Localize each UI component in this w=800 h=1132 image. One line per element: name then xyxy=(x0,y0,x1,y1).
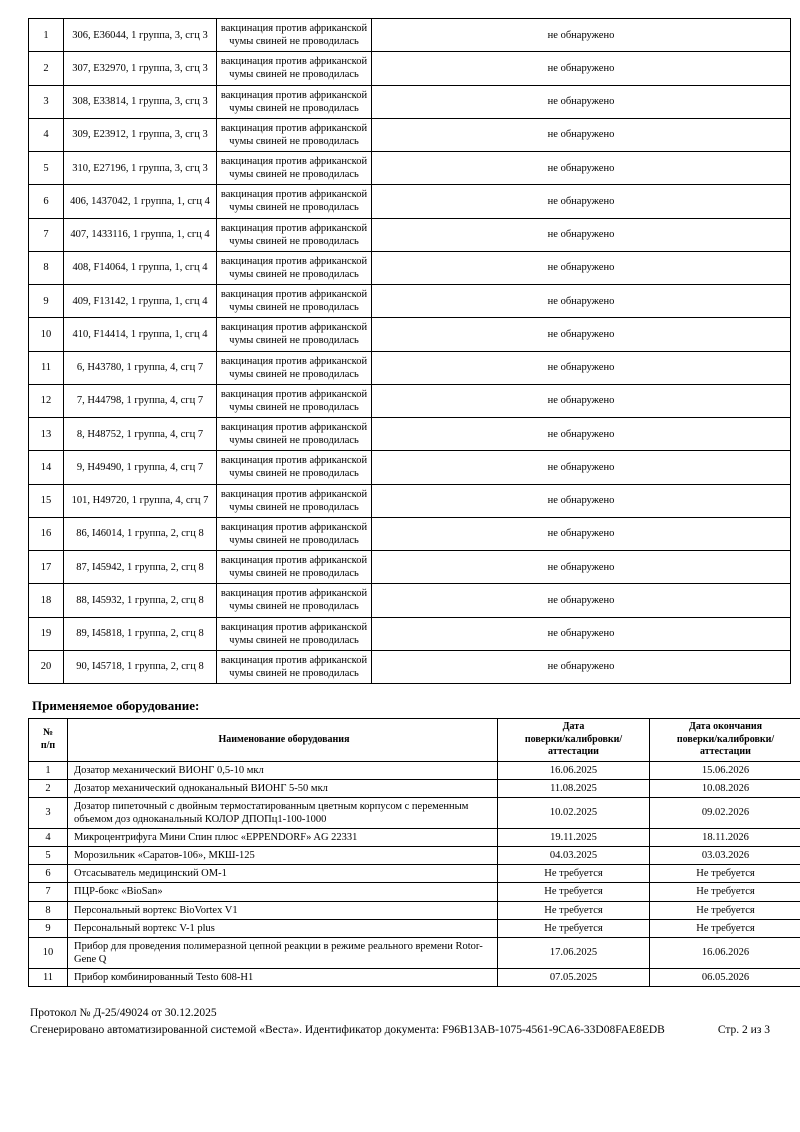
equipment-row-end-date: 15.06.2026 xyxy=(650,761,800,779)
row-number: 8 xyxy=(29,251,64,284)
row-vaccination: вакцинация против африканской чумы свиней не проводилась xyxy=(217,650,372,683)
samples-table xyxy=(28,18,791,684)
row-result: не обнаружено xyxy=(372,152,791,185)
equipment-row-date: Не требуется xyxy=(498,883,650,901)
table-row xyxy=(29,797,800,828)
row-number: 9 xyxy=(29,285,64,318)
row-number: 15 xyxy=(29,484,64,517)
generated-by-note: Сгенерировано автоматизированной системой «Веста». Идентификатор документа: F96B13AB-1075-4561-9CA6-33D08FAE8EDB xyxy=(30,1024,665,1037)
row-result: не обнаружено xyxy=(372,52,791,85)
row-number: 19 xyxy=(29,617,64,650)
equipment-row-number: 9 xyxy=(29,919,68,937)
equipment-row-date: Не требуется xyxy=(498,865,650,883)
row-vaccination: вакцинация против африканской чумы свиней не проводилась xyxy=(217,118,372,151)
row-number: 4 xyxy=(29,118,64,151)
equipment-row-name: Микроцентрифуга Мини Спин плюс «EPPENDORF» AG 22331 xyxy=(68,829,498,847)
equipment-row-number: 11 xyxy=(29,969,68,987)
equipment-header-end-line2: поверки/калибровки/аттестации xyxy=(676,733,775,757)
equipment-row-name: Прибор комбинированный Testo 608-H1 xyxy=(68,969,498,987)
equipment-row-name: Дозатор механический ВИОНГ 0,5-10 мкл xyxy=(68,761,498,779)
equipment-row-end-date: Не требуется xyxy=(650,883,800,901)
equipment-row-name: Дозатор пипеточный с двойным термостатированным цветным корпусом с переменным объемом доз одноканальный КОЛОР ДПОПц1-100-1000 xyxy=(68,797,498,828)
equipment-row-number: 10 xyxy=(29,937,68,968)
row-number: 6 xyxy=(29,185,64,218)
equipment-row-end-date: 06.05.2026 xyxy=(650,969,800,987)
table-row xyxy=(29,85,791,118)
row-sample: 7, H44798, 1 группа, 4, сгц 7 xyxy=(64,384,217,417)
table-row xyxy=(29,451,791,484)
page-footer xyxy=(28,1005,772,1040)
table-row xyxy=(29,384,791,417)
equipment-header-date-line2: поверки/калибровки/аттестации xyxy=(524,733,623,757)
table-row xyxy=(29,969,800,987)
row-number: 11 xyxy=(29,351,64,384)
row-vaccination: вакцинация против африканской чумы свиней не проводилась xyxy=(217,285,372,318)
equipment-row-name: ПЦР-бокс «BioSan» xyxy=(68,883,498,901)
row-vaccination: вакцинация против африканской чумы свиней не проводилась xyxy=(217,517,372,550)
table-row xyxy=(29,19,791,52)
row-sample: 308, E33814, 1 группа, 3, сгц 3 xyxy=(64,85,217,118)
equipment-row-end-date: 09.02.2026 xyxy=(650,797,800,828)
equipment-table-body xyxy=(29,761,800,987)
row-sample: 306, E36044, 1 группа, 3, сгц 3 xyxy=(64,19,217,52)
equipment-row-name: Прибор для проведения полимеразной цепной реакции в режиме реального времени Rotor-Gene Q xyxy=(68,937,498,968)
table-row xyxy=(29,484,791,517)
equipment-header-end-line1: Дата окончания xyxy=(688,721,763,732)
row-sample: 407, 1433116, 1 группа, 1, сгц 4 xyxy=(64,218,217,251)
row-result: не обнаружено xyxy=(372,318,791,351)
equipment-row-date: 16.06.2025 xyxy=(498,761,650,779)
row-result: не обнаружено xyxy=(372,19,791,52)
row-vaccination: вакцинация против африканской чумы свиней не проводилась xyxy=(217,85,372,118)
row-sample: 9, H49490, 1 группа, 4, сгц 7 xyxy=(64,451,217,484)
row-vaccination: вакцинация против африканской чумы свиней не проводилась xyxy=(217,185,372,218)
table-row xyxy=(29,251,791,284)
row-number: 5 xyxy=(29,152,64,185)
table-row xyxy=(29,829,800,847)
equipment-row-end-date: Не требуется xyxy=(650,919,800,937)
row-sample: 88, I45932, 1 группа, 2, сгц 8 xyxy=(64,584,217,617)
row-vaccination: вакцинация против африканской чумы свиней не проводилась xyxy=(217,484,372,517)
row-vaccination: вакцинация против африканской чумы свиней не проводилась xyxy=(217,418,372,451)
row-sample: 309, E23912, 1 группа, 3, сгц 3 xyxy=(64,118,217,151)
row-sample: 406, 1437042, 1 группа, 1, сгц 4 xyxy=(64,185,217,218)
row-vaccination: вакцинация против африканской чумы свиней не проводилась xyxy=(217,19,372,52)
row-vaccination: вакцинация против африканской чумы свиней не проводилась xyxy=(217,152,372,185)
row-result: не обнаружено xyxy=(372,551,791,584)
equipment-header-num xyxy=(29,719,68,762)
equipment-row-name: Персональный вортекс V-1 plus xyxy=(68,919,498,937)
row-sample: 310, E27196, 1 группа, 3, сгц 3 xyxy=(64,152,217,185)
equipment-row-number: 6 xyxy=(29,865,68,883)
row-vaccination: вакцинация против африканской чумы свиней не проводилась xyxy=(217,351,372,384)
row-result: не обнаружено xyxy=(372,85,791,118)
row-sample: 87, I45942, 1 группа, 2, сгц 8 xyxy=(64,551,217,584)
row-number: 18 xyxy=(29,584,64,617)
row-result: не обнаружено xyxy=(372,418,791,451)
table-row xyxy=(29,551,791,584)
equipment-row-date: Не требуется xyxy=(498,919,650,937)
equipment-header-date-line1: Дата xyxy=(562,721,585,732)
table-row xyxy=(29,865,800,883)
equipment-row-end-date: 03.03.2026 xyxy=(650,847,800,865)
row-result: не обнаружено xyxy=(372,285,791,318)
row-number: 16 xyxy=(29,517,64,550)
row-sample: 408, F14064, 1 группа, 1, сгц 4 xyxy=(64,251,217,284)
table-row xyxy=(29,285,791,318)
row-result: не обнаружено xyxy=(372,617,791,650)
equipment-row-name: Морозильник «Саратов-106», МКШ-125 xyxy=(68,847,498,865)
row-sample: 8, H48752, 1 группа, 4, сгц 7 xyxy=(64,418,217,451)
row-result: не обнаружено xyxy=(372,584,791,617)
row-number: 7 xyxy=(29,218,64,251)
equipment-row-number: 1 xyxy=(29,761,68,779)
equipment-header-row xyxy=(29,719,800,762)
row-number: 10 xyxy=(29,318,64,351)
row-number: 20 xyxy=(29,650,64,683)
equipment-row-date: 17.06.2025 xyxy=(498,937,650,968)
row-sample: 307, E32970, 1 группа, 3, сгц 3 xyxy=(64,52,217,85)
equipment-row-number: 3 xyxy=(29,797,68,828)
equipment-header-num-line2: п/п xyxy=(40,739,56,751)
table-row xyxy=(29,901,800,919)
row-sample: 90, I45718, 1 группа, 2, сгц 8 xyxy=(64,650,217,683)
table-row xyxy=(29,883,800,901)
equipment-row-date: 07.05.2025 xyxy=(498,969,650,987)
table-row xyxy=(29,318,791,351)
row-sample: 6, H43780, 1 группа, 4, сгц 7 xyxy=(64,351,217,384)
row-sample: 89, I45818, 1 группа, 2, сгц 8 xyxy=(64,617,217,650)
table-row xyxy=(29,185,791,218)
table-row xyxy=(29,351,791,384)
table-row xyxy=(29,847,800,865)
equipment-row-name: Дозатор механический одноканальный ВИОНГ 5-50 мкл xyxy=(68,779,498,797)
equipment-header-date xyxy=(498,719,650,762)
row-number: 17 xyxy=(29,551,64,584)
row-number: 2 xyxy=(29,52,64,85)
row-vaccination: вакцинация против африканской чумы свиней не проводилась xyxy=(217,584,372,617)
equipment-header-num-line1: № xyxy=(42,727,54,739)
table-row xyxy=(29,761,800,779)
row-result: не обнаружено xyxy=(372,650,791,683)
row-sample: 410, F14414, 1 группа, 1, сгц 4 xyxy=(64,318,217,351)
table-row xyxy=(29,584,791,617)
row-vaccination: вакцинация против африканской чумы свиней не проводилась xyxy=(217,218,372,251)
row-result: не обнаружено xyxy=(372,251,791,284)
row-result: не обнаружено xyxy=(372,517,791,550)
row-result: не обнаружено xyxy=(372,451,791,484)
row-vaccination: вакцинация против африканской чумы свиней не проводилась xyxy=(217,451,372,484)
row-number: 13 xyxy=(29,418,64,451)
row-sample: 409, F13142, 1 группа, 1, сгц 4 xyxy=(64,285,217,318)
row-result: не обнаружено xyxy=(372,218,791,251)
equipment-table-head xyxy=(29,719,800,762)
equipment-row-end-date: 10.08.2026 xyxy=(650,779,800,797)
samples-table-body xyxy=(29,19,791,684)
equipment-table xyxy=(28,718,800,987)
row-sample: 86, I46014, 1 группа, 2, сгц 8 xyxy=(64,517,217,550)
table-row xyxy=(29,919,800,937)
row-result: не обнаружено xyxy=(372,118,791,151)
row-result: не обнаружено xyxy=(372,185,791,218)
row-vaccination: вакцинация против африканской чумы свиней не проводилась xyxy=(217,384,372,417)
row-number: 14 xyxy=(29,451,64,484)
equipment-row-date: 19.11.2025 xyxy=(498,829,650,847)
table-row xyxy=(29,937,800,968)
row-sample: 101, H49720, 1 группа, 4, сгц 7 xyxy=(64,484,217,517)
table-row xyxy=(29,517,791,550)
equipment-row-end-date: Не требуется xyxy=(650,865,800,883)
equipment-row-name: Персональный вортекс BioVortex V1 xyxy=(68,901,498,919)
table-row xyxy=(29,650,791,683)
equipment-row-end-date: 18.11.2026 xyxy=(650,829,800,847)
equipment-row-date: Не требуется xyxy=(498,901,650,919)
row-number: 12 xyxy=(29,384,64,417)
protocol-number: Протокол № Д-25/49024 от 30.12.2025 xyxy=(30,1007,217,1020)
equipment-row-name: Отсасыватель медицинский ОМ-1 xyxy=(68,865,498,883)
page-number: Стр. 2 из 3 xyxy=(717,1024,770,1037)
row-result: не обнаружено xyxy=(372,384,791,417)
equipment-row-end-date: 16.06.2026 xyxy=(650,937,800,968)
row-number: 1 xyxy=(29,19,64,52)
row-vaccination: вакцинация против африканской чумы свиней не проводилась xyxy=(217,251,372,284)
row-vaccination: вакцинация против африканской чумы свиней не проводилась xyxy=(217,52,372,85)
row-number: 3 xyxy=(29,85,64,118)
equipment-header-name: Наименование оборудования xyxy=(68,719,498,762)
row-vaccination: вакцинация против африканской чумы свиней не проводилась xyxy=(217,318,372,351)
table-row xyxy=(29,617,791,650)
equipment-section-title: Применяемое оборудование: xyxy=(32,698,200,713)
equipment-row-date: 10.02.2025 xyxy=(498,797,650,828)
equipment-row-date: 11.08.2025 xyxy=(498,779,650,797)
row-vaccination: вакцинация против африканской чумы свиней не проводилась xyxy=(217,551,372,584)
equipment-row-number: 8 xyxy=(29,901,68,919)
equipment-row-number: 7 xyxy=(29,883,68,901)
table-row xyxy=(29,779,800,797)
row-result: не обнаружено xyxy=(372,351,791,384)
equipment-row-end-date: Не требуется xyxy=(650,901,800,919)
table-row xyxy=(29,418,791,451)
table-row xyxy=(29,152,791,185)
equipment-row-number: 2 xyxy=(29,779,68,797)
row-result: не обнаружено xyxy=(372,484,791,517)
table-row xyxy=(29,118,791,151)
equipment-row-date: 04.03.2025 xyxy=(498,847,650,865)
table-row xyxy=(29,52,791,85)
equipment-header-end xyxy=(650,719,800,762)
equipment-row-number: 4 xyxy=(29,829,68,847)
equipment-row-number: 5 xyxy=(29,847,68,865)
row-vaccination: вакцинация против африканской чумы свиней не проводилась xyxy=(217,617,372,650)
table-row xyxy=(29,218,791,251)
